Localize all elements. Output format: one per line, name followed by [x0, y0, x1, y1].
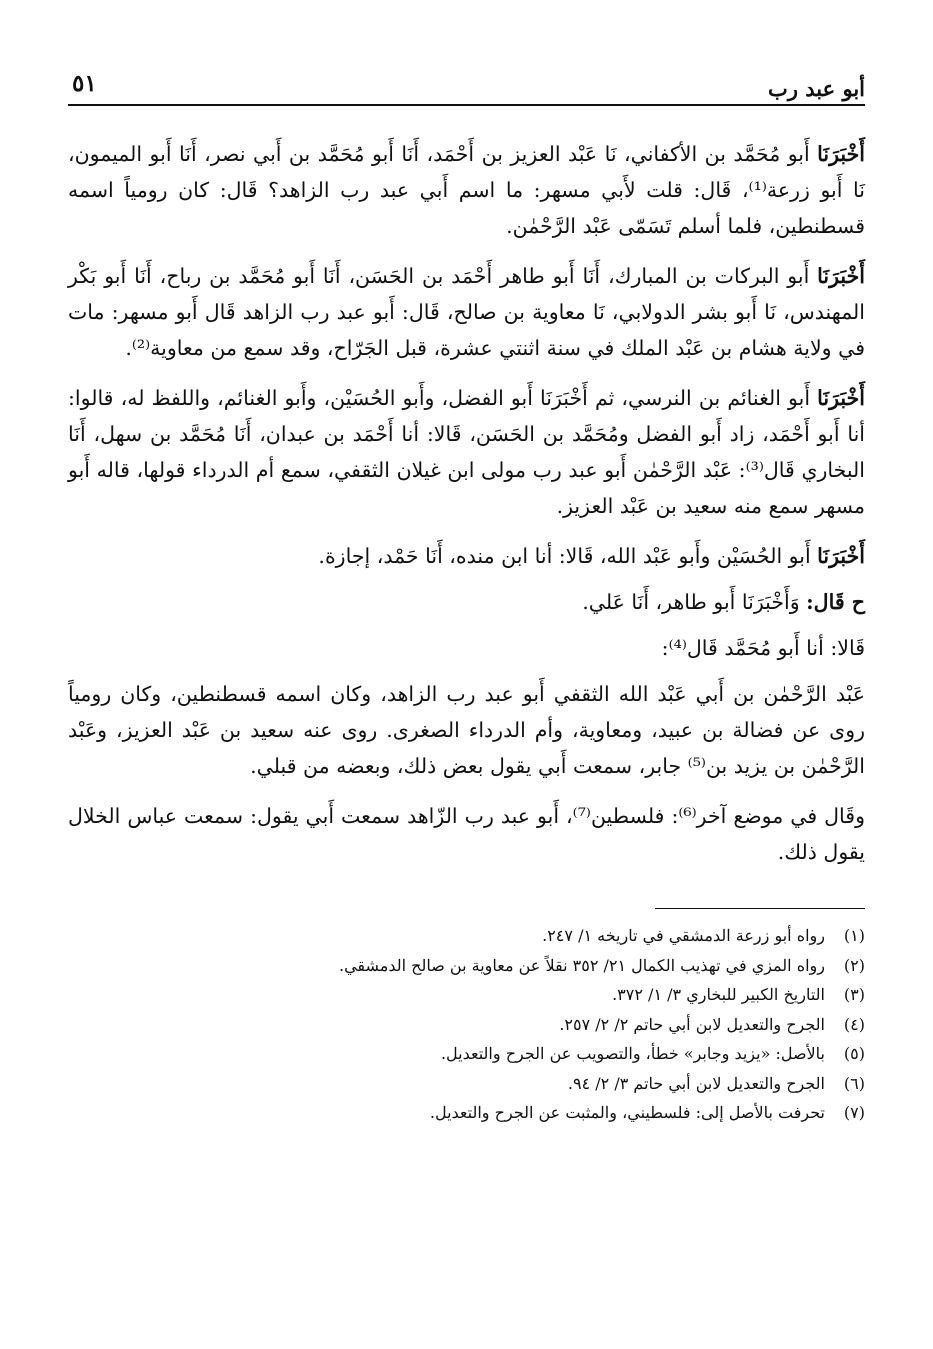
footnote-number: (١)	[843, 926, 865, 945]
footnote-text: تحرفت بالأصل إلى: فلسطيني، والمثبت عن الجرح والتعديل.	[429, 1103, 825, 1122]
footnote	[68, 1098, 865, 1128]
footnote-divider	[655, 908, 865, 909]
footnote-number: (٧)	[843, 1103, 865, 1122]
paragraph	[68, 136, 865, 244]
footnote-text: الجرح والتعديل لابن أبي حاتم ٣/ ٢/ ٩٤.	[567, 1073, 825, 1093]
footnote	[68, 921, 865, 951]
paragraph-text: أَبو البركات بن المبارك، أَنَا أَبو طاهر أَحْمَد بن الحَسَن، أَنَا أَبو مُحَمَّد بن رباح، أَنَا أَبو بَكْر المهندس، نَا أَبو بشر الدولابي، نَا معاوية بن صالح، قَال: أَبو عبد رب الزاهد قَال أَبو مسهر: مات في ولاية هشام بن عَبْد الملك في سنة اثنتي عشرة، قبل الجَرّاح، وقد سمع من معاوية⁽²⁾.	[68, 264, 865, 360]
text-line	[68, 538, 865, 574]
paragraph-lead: أَخْبَرَنَا	[817, 386, 865, 410]
footnote	[68, 1010, 865, 1040]
page-number: ٥١	[72, 70, 97, 97]
text-line	[68, 584, 865, 620]
footnote-number: (٤)	[843, 1014, 865, 1034]
line-lead: ح قَال:	[806, 590, 865, 614]
main-text	[68, 136, 865, 870]
footnote-number: (٣)	[843, 985, 865, 1004]
paragraph	[68, 798, 865, 870]
footnote	[68, 1069, 865, 1099]
paragraph-text: وقَال في موضع آخر⁽⁶⁾: فلسطين⁽⁷⁾، أَبو عبد رب الزّاهد سمعت أَبي يقول: سمعت عباس الخلال يقول ذلك.	[68, 804, 865, 864]
running-title: أبو عبد رب	[768, 76, 865, 101]
footnote-number: (٢)	[843, 955, 865, 975]
footnote-number: (٦)	[843, 1073, 865, 1093]
page-header	[68, 62, 865, 106]
footnote-text: الجرح والتعديل لابن أبي حاتم ٢/ ٢/ ٢٥٧.	[559, 1014, 825, 1034]
footnote	[68, 980, 865, 1010]
text-line	[68, 630, 865, 666]
footnote-text: رواه المزي في تهذيب الكمال ٢١/ ٣٥٢ نقلاً عن معاوية بن صالح الدمشقي.	[338, 955, 825, 975]
paragraph	[68, 380, 865, 524]
footnote-text: رواه أبو زرعة الدمشقي في تاريخه ١/ ٢٤٧.	[542, 926, 825, 945]
line-lead: أَخْبَرَنَا	[817, 544, 865, 568]
footnotes	[68, 921, 865, 1128]
paragraph-text: أَبو مُحَمَّد بن الأكفاني، نَا عَبْد العزيز بن أَحْمَد، أَنَا أَبو مُحَمَّد بن أَبي نصر، أَنَا أَبو الميمون، نَا أَبو زرعة⁽¹⁾، قَال: قلت لأَبي مسهر: ما اسم أَبي عبد رب الزاهد؟ قَال: كان رومياً اسمه قسطنطين، فلما أسلم تَسَمّى عَبْد الرَّحْمٰن.	[68, 142, 865, 238]
footnote	[68, 1039, 865, 1069]
book-page	[68, 62, 865, 1128]
footnote	[68, 951, 865, 981]
paragraph-lead: أَخْبَرَنَا	[817, 264, 865, 288]
footnote-number: (٥)	[843, 1044, 865, 1063]
paragraph	[68, 258, 865, 366]
footnote-text: بالأصل: «يزيد وجابر» خطأ، والتصويب عن الجرح والتعديل.	[440, 1044, 825, 1063]
line-text: أَبو الحُسَيْن وأَبو عَبْد الله، قَالا: أنا ابن منده، أَنَا حَمْد، إجازة.	[318, 544, 818, 568]
line-text: قَالا: أنا أَبو مُحَمَّد قَال⁽⁴⁾:	[661, 636, 865, 660]
line-text: وَأَخْبَرَنَا أَبو طاهر، أَنَا عَلي.	[582, 590, 807, 614]
paragraph-lead: أَخْبَرَنَا	[817, 142, 865, 166]
paragraph	[68, 676, 865, 784]
footnote-text: التاريخ الكبير للبخاري ٣/ ١/ ٣٧٢.	[612, 985, 825, 1004]
paragraph-text: أَبو الغنائم بن النرسي، ثم أَخْبَرَنَا أَبو الفضل، وأَبو الحُسَيْن، وأَبو الغنائم، واللفظ له، قالوا: أنا أَبو أَحْمَد، زاد أَبو الفضل ومُحَمَّد بن الحَسَن، قَالا: أنا أَحْمَد بن عبدان، أَنَا مُحَمَّد بن سهل، أَنَا البخاري قَال⁽³⁾: عَبْد الرَّحْمٰن أَبو عبد رب مولى ابن غيلان الثقفي، سمع أم الدرداء قولها، قاله أَبو مسهر سمع منه سعيد بن عَبْد العزيز.	[68, 386, 866, 518]
paragraph-text: عَبْد الرَّحْمٰن بن أَبي عَبْد الله الثقفي أَبو عبد رب الزاهد، وكان اسمه قسطنطين، وكان رومياً روى عن فضالة بن عبيد، ومعاوية، وأم الدرداء الصغرى. روى عنه سعيد بن عَبْد العزيز، وعَبْد الرَّحْمٰن بن يزيد بن⁽⁵⁾ جابر، سمعت أَبي يقول بعض ذلك، وبعضه من قبلي.	[68, 682, 865, 778]
